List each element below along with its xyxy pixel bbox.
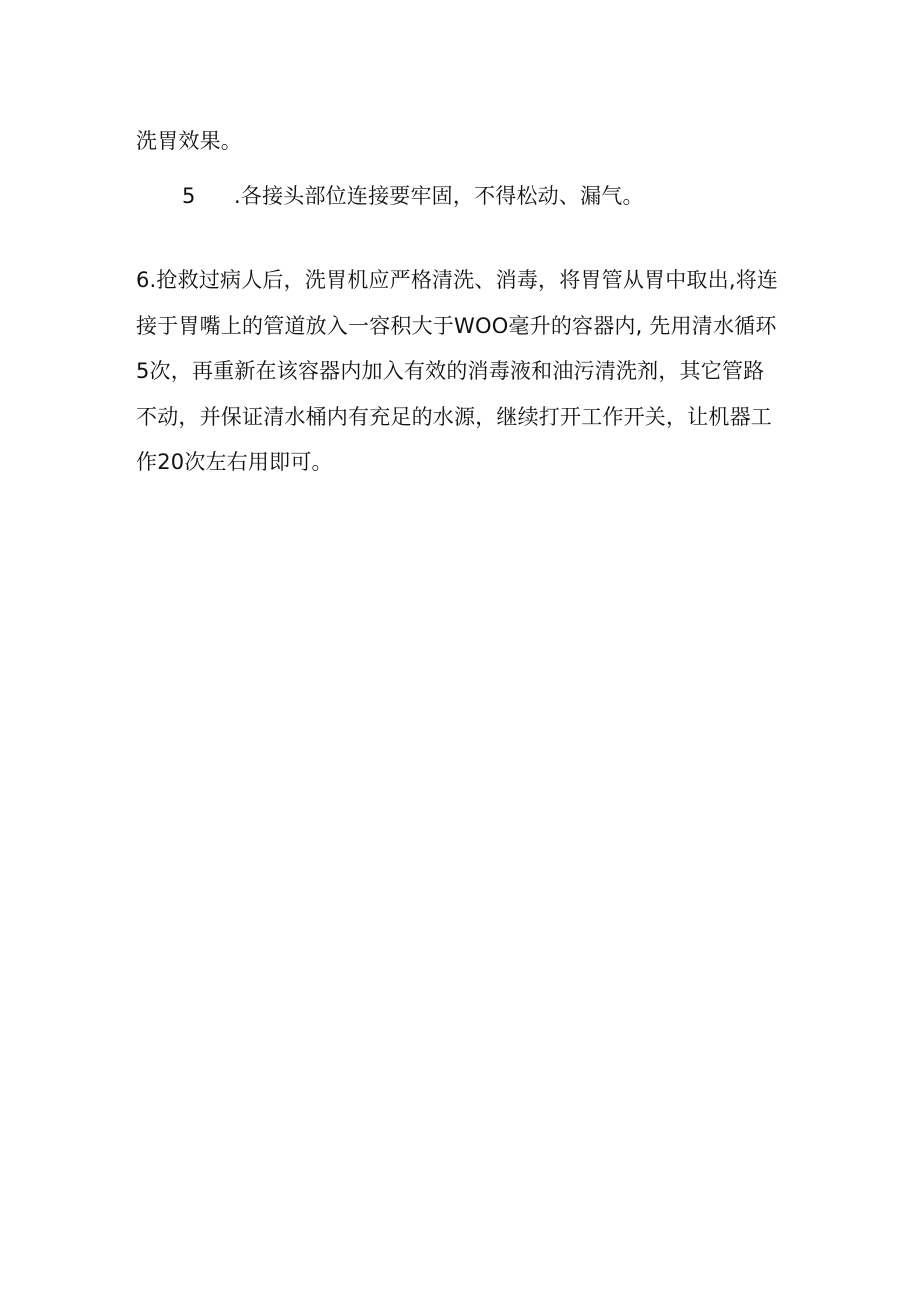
item-text: .各接头部位连接要牢固，不得松动、漏气。 xyxy=(234,184,644,208)
numbered-item-6 xyxy=(136,264,796,492)
paragraph-line: 5次，再重新在该容器内加入有效的消毒液和油污清洗剂，其它管路 xyxy=(136,359,765,383)
paragraph-line: 不动，并保证清水桶内有充足的水源，继续打开工作开关，让机器工 xyxy=(136,404,772,429)
numbered-item-5 xyxy=(136,184,796,209)
item-number: 5 xyxy=(182,184,196,208)
paragraph-text: 洗胃效果。 xyxy=(136,129,242,153)
paragraph-line: 6.抢救过病人后，洗胃机应严格清洗、消毒，将胃管从胃中取出,将连 xyxy=(136,268,779,292)
paragraph-line: 作20次左右用即可。 xyxy=(136,450,333,474)
paragraph-continuation xyxy=(136,129,796,154)
paragraph-line: 接于胃嘴上的管道放入一容积大于WOO毫升的容器内, 先用清水循环 xyxy=(136,313,777,338)
